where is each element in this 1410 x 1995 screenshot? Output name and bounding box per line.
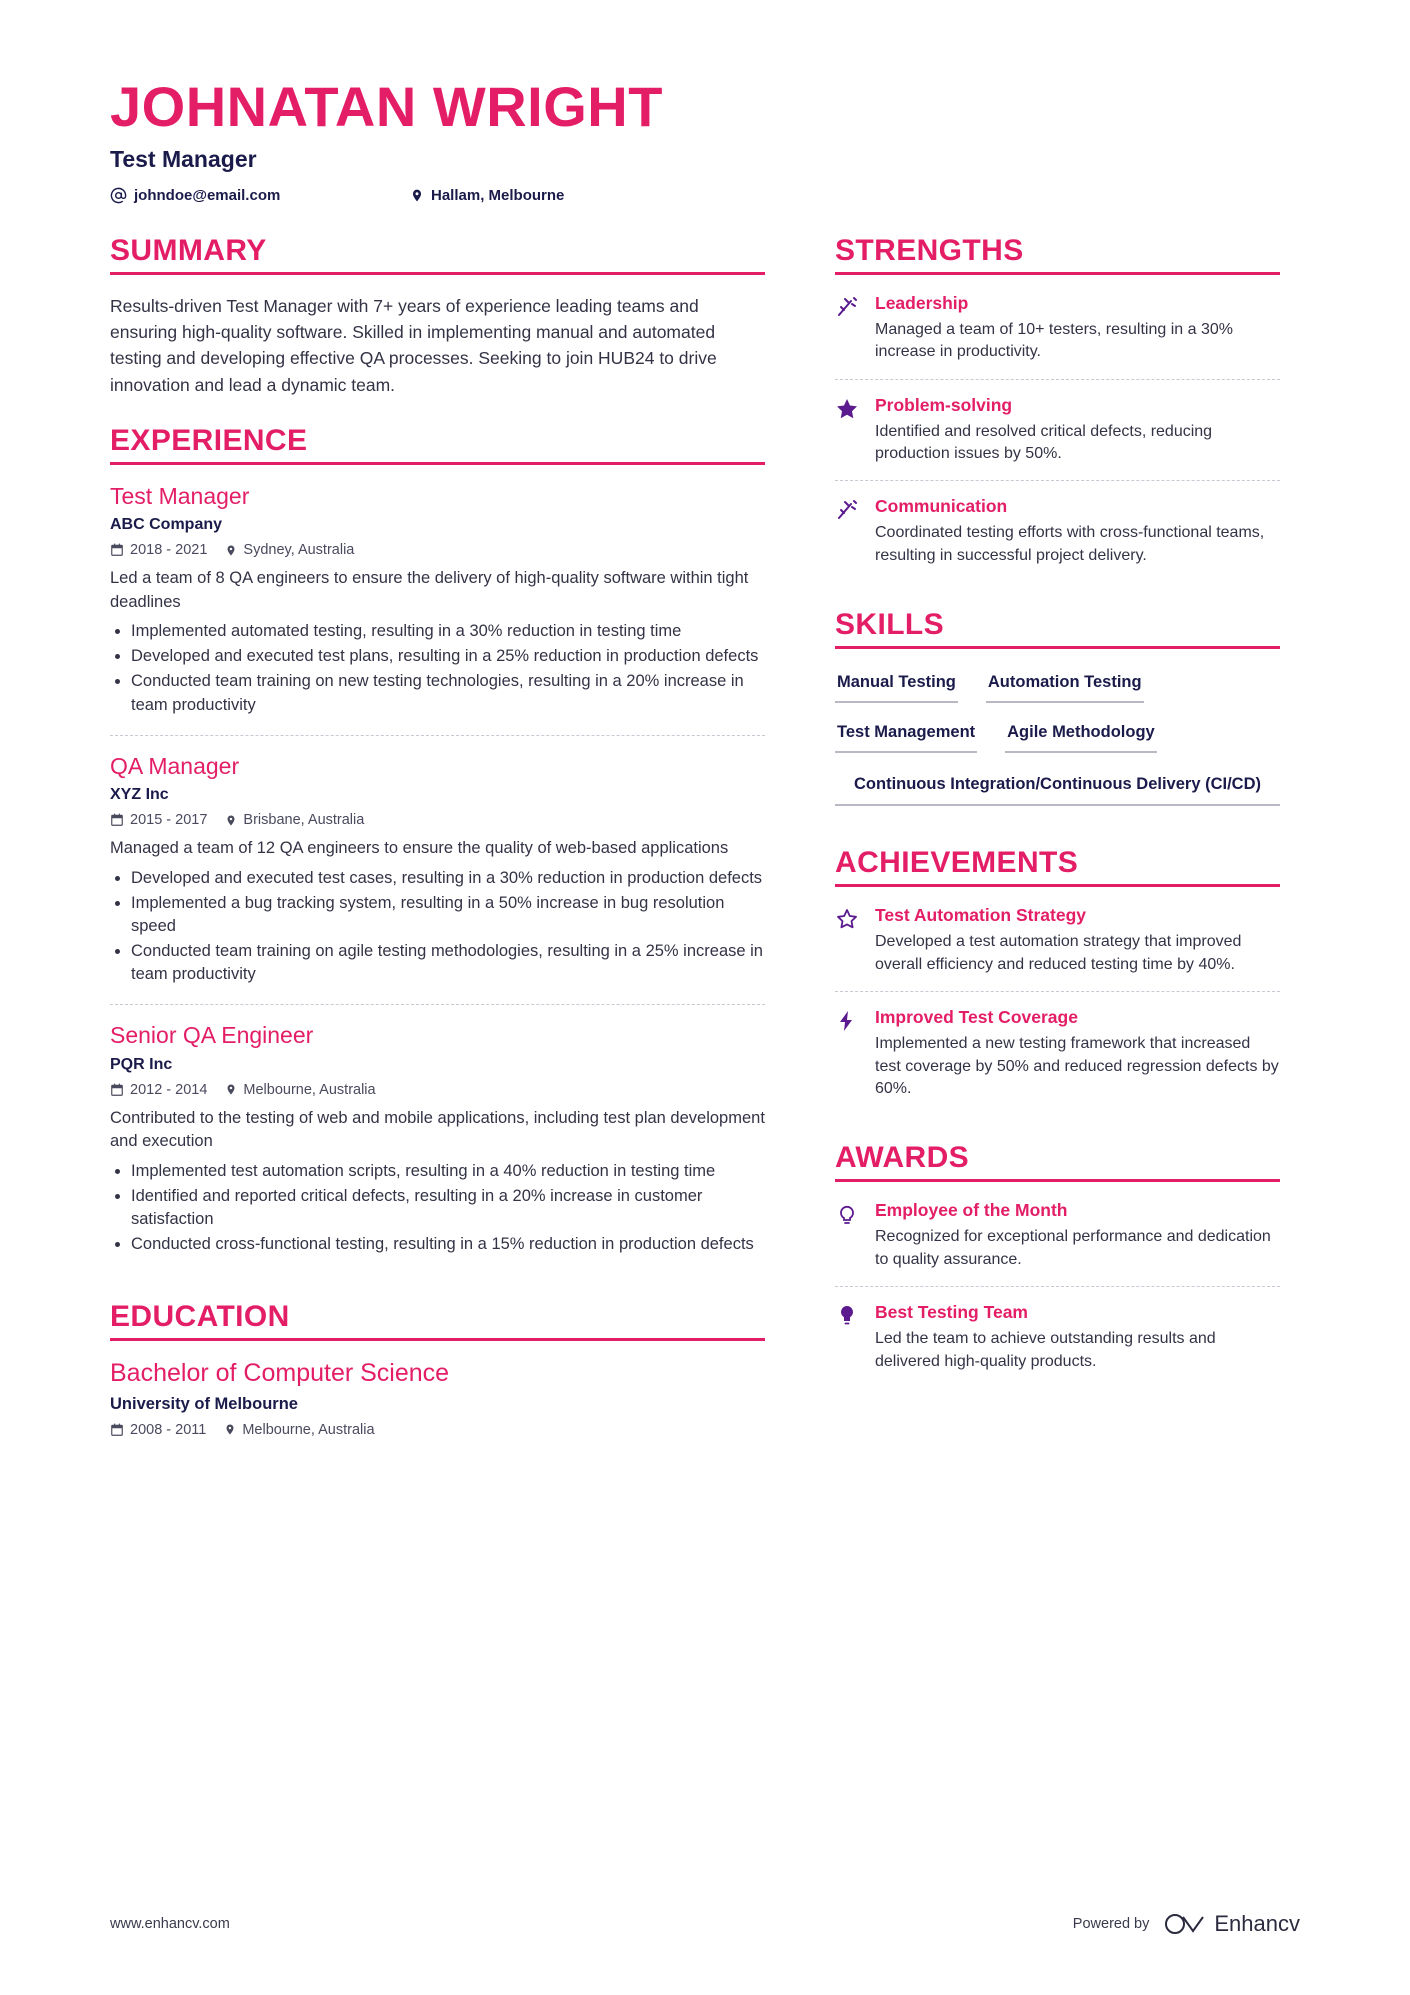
section-rule xyxy=(835,1179,1280,1182)
experience-meta xyxy=(110,812,765,828)
experience-entry xyxy=(110,735,765,1004)
experience-dates xyxy=(110,542,207,558)
enhancv-brand-text: Enhancv xyxy=(1214,1911,1300,1936)
award-item xyxy=(835,1286,1280,1388)
experience-bullets xyxy=(110,620,765,716)
contact-location-text: Hallam, Melbourne xyxy=(431,186,565,204)
calendar-icon xyxy=(110,813,124,827)
experience-bullet: • Implemented automated testing, resulting in a 30% reduction in testing time xyxy=(131,620,765,643)
strength-title: Leadership xyxy=(875,292,969,313)
page-footer xyxy=(110,1911,1300,1937)
award-body xyxy=(875,1200,1280,1271)
experience-location-text: Melbourne, Australia xyxy=(243,1081,376,1098)
map-pin-icon xyxy=(410,187,424,204)
section-education xyxy=(110,1300,765,1454)
lightbulb-icon xyxy=(835,1200,861,1271)
footer-powered-by xyxy=(1073,1911,1300,1937)
section-title-skills: SKILLS xyxy=(835,608,945,642)
experience-bullet: • Implemented a bug tracking system, resulting in a 50% increase in bug resolution speed xyxy=(131,892,765,938)
education-entry xyxy=(110,1359,765,1454)
contact-email-text: johndoe@email.com xyxy=(134,186,281,204)
strength-body xyxy=(875,293,1280,364)
section-title-awards: AWARDS xyxy=(835,1141,970,1175)
education-meta xyxy=(110,1422,765,1438)
achievement-item xyxy=(835,991,1280,1115)
experience-bullet: • Identified and reported critical defects, resulting in a 20% increase in customer satisfaction xyxy=(131,1185,765,1231)
experience-dates-text: 2018 - 2021 xyxy=(130,542,208,559)
achievement-body xyxy=(875,1007,1280,1100)
skill-tag: Automation Testing xyxy=(986,667,1144,703)
rocket-icon xyxy=(835,293,861,364)
achievement-title: Improved Test Coverage xyxy=(875,1007,1078,1028)
experience-dates xyxy=(110,1082,207,1098)
skill-tag: Test Management xyxy=(835,717,977,753)
experience-description: Contributed to the testing of web and mobile applications, including test plan development and execution xyxy=(110,1108,765,1151)
strength-item xyxy=(835,379,1280,481)
section-title-achievements: ACHIEVEMENTS xyxy=(835,846,1079,880)
experience-meta xyxy=(110,542,765,558)
experience-company: ABC Company xyxy=(110,516,223,534)
section-experience xyxy=(110,424,765,1274)
lightbulb-icon xyxy=(835,1302,861,1373)
experience-bullet: • Implemented test automation scripts, resulting in a 40% reduction in testing time xyxy=(131,1160,765,1183)
experience-entry xyxy=(110,1004,765,1274)
experience-location xyxy=(225,542,354,558)
star-outline-icon xyxy=(835,905,861,976)
enhancv-brand xyxy=(1163,1911,1300,1937)
enhancv-logo-icon xyxy=(1163,1912,1205,1936)
strength-title: Communication xyxy=(875,496,1008,517)
summary-text: Results-driven Test Manager with 7+ years of experience leading teams and ensuring high-quality software. Skilled in implementing manual and automated testing and developing effective QA processes. Seeking to join HUB24 to drive innovation and lead a dynamic team. xyxy=(110,295,717,395)
contact-location xyxy=(410,187,564,204)
resume-header xyxy=(110,75,1300,204)
section-rule xyxy=(110,1338,765,1341)
experience-bullet: • Conducted cross-functional testing, resulting in a 15% reduction in production defects xyxy=(131,1233,765,1256)
experience-meta xyxy=(110,1082,765,1098)
experience-role: QA Manager xyxy=(110,752,240,779)
experience-bullet: • Conducted team training on new testing technologies, resulting in a 20% increase in team productivity xyxy=(131,670,765,716)
achievement-item xyxy=(835,905,1280,991)
education-degree: Bachelor of Computer Science xyxy=(110,1358,450,1387)
experience-company: PQR Inc xyxy=(110,1055,173,1073)
experience-bullet: • Developed and executed test cases, resulting in a 30% reduction in production defects xyxy=(131,867,765,890)
experience-dates xyxy=(110,812,207,828)
map-pin-icon xyxy=(225,543,237,558)
award-text: Led the team to achieve outstanding results and delivered high-quality products. xyxy=(875,1330,1216,1370)
section-title-experience: EXPERIENCE xyxy=(110,423,308,457)
right-column xyxy=(835,234,1280,1414)
resume-columns xyxy=(110,234,1300,1480)
contact-row xyxy=(110,187,1300,204)
award-item xyxy=(835,1200,1280,1286)
award-body xyxy=(875,1302,1280,1373)
education-location xyxy=(224,1422,374,1438)
strength-text: Coordinated testing efforts with cross-functional teams, resulting in successful project delivery. xyxy=(875,524,1265,564)
experience-bullet: • Developed and executed test plans, resulting in a 25% reduction in production defects xyxy=(131,645,765,668)
strength-item xyxy=(835,293,1280,379)
footer-website[interactable]: www.enhancv.com xyxy=(110,1916,230,1932)
section-achievements xyxy=(835,846,1280,1115)
strength-title: Problem-solving xyxy=(875,394,1013,415)
experience-location-text: Sydney, Australia xyxy=(243,542,355,559)
skill-tag: Continuous Integration/Continuous Delivery (CI/CD) xyxy=(835,767,1280,806)
calendar-icon xyxy=(110,1423,124,1437)
section-rule xyxy=(110,462,765,465)
map-pin-icon xyxy=(225,1082,237,1097)
experience-bullets xyxy=(110,1160,765,1256)
award-title: Best Testing Team xyxy=(875,1302,1028,1323)
achievement-text: Developed a test automation strategy that improved overall efficiency and reduced testing time by 40%. xyxy=(875,933,1242,973)
experience-dates-text: 2012 - 2014 xyxy=(130,1081,208,1098)
experience-location-text: Brisbane, Australia xyxy=(243,812,365,829)
skill-tag: Manual Testing xyxy=(835,667,958,703)
experience-description: Managed a team of 12 QA engineers to ensure the quality of web-based applications xyxy=(110,839,729,858)
section-rule xyxy=(835,272,1280,275)
powered-by-label: Powered by xyxy=(1072,1916,1150,1932)
section-rule xyxy=(110,272,765,275)
experience-dates-text: 2015 - 2017 xyxy=(130,812,208,829)
map-pin-icon xyxy=(225,813,237,828)
award-title: Employee of the Month xyxy=(875,1200,1068,1221)
section-title-strengths: STRENGTHS xyxy=(835,233,1024,267)
strength-body xyxy=(875,496,1280,567)
section-title-summary: SUMMARY xyxy=(110,233,267,267)
experience-role: Senior QA Engineer xyxy=(110,1022,314,1049)
award-text: Recognized for exceptional performance and dedication to quality assurance. xyxy=(875,1228,1271,1268)
rocket-icon xyxy=(835,496,861,567)
section-strengths xyxy=(835,234,1280,582)
strength-body xyxy=(875,395,1280,466)
strength-item xyxy=(835,480,1280,582)
achievement-text: Implemented a new testing framework that increased test coverage by 50% and reduced regression defects by 60%. xyxy=(875,1035,1279,1097)
section-skills xyxy=(835,608,1280,820)
section-title-education: EDUCATION xyxy=(110,1299,290,1333)
achievement-title: Test Automation Strategy xyxy=(875,905,1086,926)
calendar-icon xyxy=(110,1083,124,1097)
education-dates xyxy=(110,1422,206,1438)
experience-location xyxy=(225,1082,375,1098)
education-dates-text: 2008 - 2011 xyxy=(130,1421,207,1438)
candidate-name: JOHNATAN WRIGHT xyxy=(110,75,663,138)
section-rule xyxy=(835,646,1280,649)
skills-list xyxy=(835,667,1280,820)
contact-email[interactable] xyxy=(110,187,410,204)
achievement-body xyxy=(875,905,1280,976)
experience-bullets xyxy=(110,867,765,986)
section-rule xyxy=(835,884,1280,887)
experience-company: XYZ Inc xyxy=(110,786,169,804)
map-pin-icon xyxy=(224,1422,236,1437)
star-filled-icon xyxy=(835,395,861,466)
education-location-text: Melbourne, Australia xyxy=(242,1421,375,1438)
section-summary xyxy=(110,234,765,398)
at-icon xyxy=(110,187,127,204)
experience-entry xyxy=(110,483,765,735)
strength-text: Identified and resolved critical defects, reducing production issues by 50%. xyxy=(875,422,1213,462)
calendar-icon xyxy=(110,543,124,557)
experience-bullet: • Conducted team training on agile testing methodologies, resulting in a 25% increase in team productivity xyxy=(131,940,765,986)
candidate-job-title: Test Manager xyxy=(110,145,257,172)
left-column xyxy=(110,234,765,1480)
lightning-icon xyxy=(835,1007,861,1100)
experience-role: Test Manager xyxy=(110,482,250,509)
section-awards xyxy=(835,1141,1280,1388)
strength-text: Managed a team of 10+ testers, resulting in a 30% increase in productivity. xyxy=(875,320,1233,361)
education-school: University of Melbourne xyxy=(110,1394,298,1413)
experience-description: Led a team of 8 QA engineers to ensure the delivery of high-quality software within tight deadlines xyxy=(110,569,749,611)
experience-location xyxy=(225,812,364,828)
skill-tag: Agile Methodology xyxy=(1005,717,1157,753)
